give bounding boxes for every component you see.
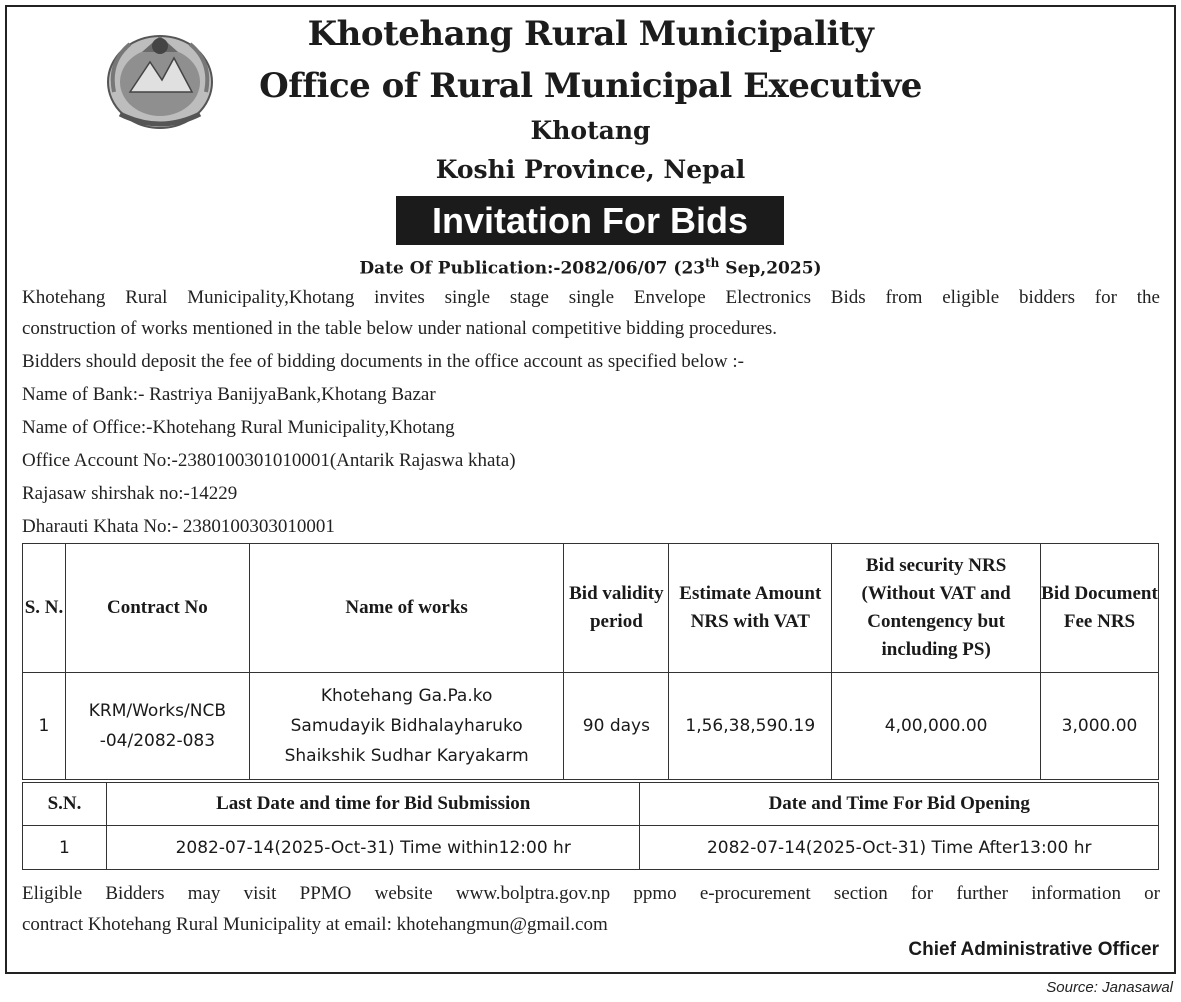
works-table <box>22 543 1159 780</box>
header-contract: Contract No <box>65 544 249 673</box>
org-title: Khotehang Rural Municipality <box>307 14 874 54</box>
footer-line-2: contract Khotehang Rural Municipality at email: khotehangmun@gmail.com <box>22 914 608 935</box>
contract-line: KRM/Works/NCB <box>88 701 226 721</box>
rajasaw-shirshak: Rajasaw shirshak no:-14229 <box>22 483 238 504</box>
bank-name: Name of Bank:- Rastriya BanijyaBank,Khotang Bazar <box>22 384 436 405</box>
notice-title: Invitation For Bids <box>396 196 784 245</box>
contract-line: -04/2082-083 <box>99 731 216 751</box>
intro-line-1: Khotehang Rural Municipality,Khotang invites single stage single Envelope Electronics Bids from eligible bidders for the <box>22 287 1160 308</box>
cell-fee: 3,000.00 <box>1041 673 1159 780</box>
header-validity: Bid validity period <box>564 544 669 673</box>
signatory: Chief Administrative Officer <box>908 939 1159 960</box>
publication-date: Date Of Publication:-2082/06/07 (23th Sep,2025) <box>359 256 822 279</box>
dates-cell-sn: 1 <box>23 826 107 870</box>
table-header-row <box>23 544 1159 673</box>
header-name: Name of works <box>249 544 564 673</box>
cell-security: 4,00,000.00 <box>832 673 1041 780</box>
office-name: Name of Office:-Khotehang Rural Municipality,Khotang <box>22 417 455 438</box>
header-fee: Bid Document Fee NRS <box>1041 544 1159 673</box>
footer-line-1: Eligible Bidders may visit PPMO website www.bolptra.gov.np ppmo e-procurement section for further information or <box>22 883 1160 904</box>
dates-cell-opening: 2082-07-14(2025-Oct-31) Time After13:00 hr <box>640 826 1159 870</box>
district-title: Khotang <box>530 116 651 145</box>
dates-header-row <box>23 783 1159 826</box>
name-line: Shaikshik Sudhar Karyakarm <box>284 746 529 766</box>
dates-cell-submission: 2082-07-14(2025-Oct-31) Time within12:00 hr <box>106 826 640 870</box>
account-number: Office Account No:-2380100301010001(Antarik Rajaswa khata) <box>22 450 516 471</box>
cell-sn: 1 <box>23 673 66 780</box>
province-title: Koshi Province, Nepal <box>435 155 746 184</box>
source-credit: Source: Janasawal <box>1046 979 1173 996</box>
table-row <box>23 673 1159 780</box>
cell-validity: 90 days <box>564 673 669 780</box>
intro-line-3: Bidders should deposit the fee of bidding documents in the office account as specified below :- <box>22 351 744 372</box>
dates-header-submission: Last Date and time for Bid Submission <box>106 783 640 826</box>
cell-contract <box>65 673 249 780</box>
name-line: Khotehang Ga.Pa.ko <box>320 686 493 706</box>
cell-name <box>249 673 564 780</box>
header-security: Bid security NRS (Without VAT and Contengency but including PS) <box>832 544 1041 673</box>
header-sn: S. N. <box>23 544 66 673</box>
dates-header-opening: Date and Time For Bid Opening <box>640 783 1159 826</box>
table-row <box>23 826 1159 870</box>
dates-table <box>22 782 1159 870</box>
dates-header-sn: S.N. <box>23 783 107 826</box>
dharauti-khata: Dharauti Khata No:- 2380100303010001 <box>22 516 335 537</box>
header-estimate: Estimate Amount NRS with VAT <box>669 544 832 673</box>
office-title: Office of Rural Municipal Executive <box>259 66 922 106</box>
intro-line-2: construction of works mentioned in the table below under national competitive bidding procedures. <box>22 318 778 339</box>
name-line: Samudayik Bidhalayharuko <box>290 716 523 736</box>
cell-estimate: 1,56,38,590.19 <box>669 673 832 780</box>
